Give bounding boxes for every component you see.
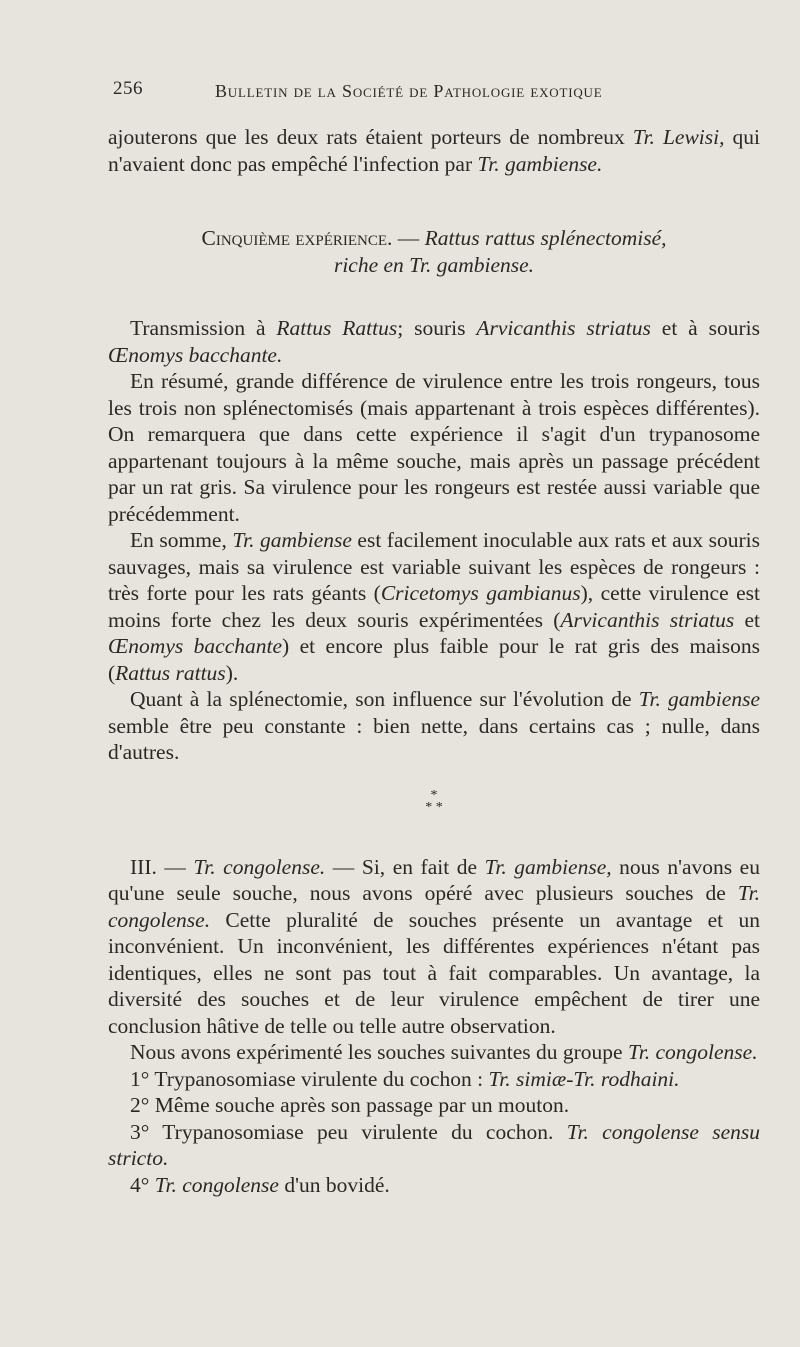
paragraph-5: Quant à la splénectomie, son influence sur l'évolution de Tr. gambiense semble être peu constante : bien nette, dans certains cas ; nulle, dans d'autres. [108, 687, 760, 764]
paragraph-6: III. — Tr. congolense. — Si, en fait de Tr. gambiense, nous n'avons eu qu'une seule souche, nous avons opéré avec plusieurs souches de Tr. congolense. Cette pluralité de souches présente un avantage et un inconvénient. Un inconvénient, les différentes expériences n'étant pas identiques, elles ne sont pas tout à fait comparables. Un avantage, la diversité des souches et de leur virulence empêchent de tirer une conclusion hâtive de telle ou telle autre observation. [108, 854, 760, 1038]
list-item: 1° Trypanosomiase virulente du cochon : Tr. simiæ-Tr. rodhaini. [130, 1066, 680, 1091]
paragraph-3: En résumé, grande différence de virulence entre les trois rongeurs, tous les trois non splénectomisés (mais appartenant à trois espèces différentes). On remarquera que dans cette expérience il s'agit d'un trypanosome appartenant toujours à la même souche, mais après un passage précédent par un rat gris. Sa virulence pour les rongeurs est restée aussi variable que précédemment. [108, 369, 760, 526]
paragraph-7: Nous avons expérimenté les souches suivantes du groupe Tr. congolense. [130, 1040, 758, 1064]
list-item: 3° Trypanosomiase peu virulente du cochon. Tr. congolense sensu stricto. [108, 1119, 761, 1170]
paragraph-4: En somme, Tr. gambiense est facilement inoculable aux rats et aux souris sauvages, mais sa virulence est variable suivant les espèces de rongeurs : très forte pour les rats géants (Cricetomys gambianus), cette virulence est moins forte chez les deux souris expérimentées (Arvicanthis striatus et Œnomys bacchante) et encore plus faible pour le rat gris des maisons (Rattus rattus). [108, 528, 760, 685]
running-title: Bulletin de la Société de Pathologie exotique [215, 81, 603, 101]
paragraph-1: ajouterons que les deux rats étaient porteurs de nombreux Tr. Lewisi, qui n'avaient donc pas empêché l'infection par Tr. gambiense. [108, 125, 760, 176]
list-item: 2° Même souche après son passage par un mouton. [130, 1093, 570, 1117]
body-text [108, 124, 760, 1198]
section-separator: * * * [425, 787, 443, 815]
list-item: 4° Tr. congolense d'un bovidé. [130, 1172, 390, 1197]
strain-list [108, 1066, 760, 1199]
paragraph-2: Transmission à Rattus Rattus; souris Arvicanthis striatus et à souris Œnomys bacchante. [108, 316, 760, 367]
section-heading: Cinquième expérience. — Rattus rattus splénectomisé, riche en Tr. gambiense. [201, 226, 667, 277]
page-number: 256 [113, 78, 143, 99]
